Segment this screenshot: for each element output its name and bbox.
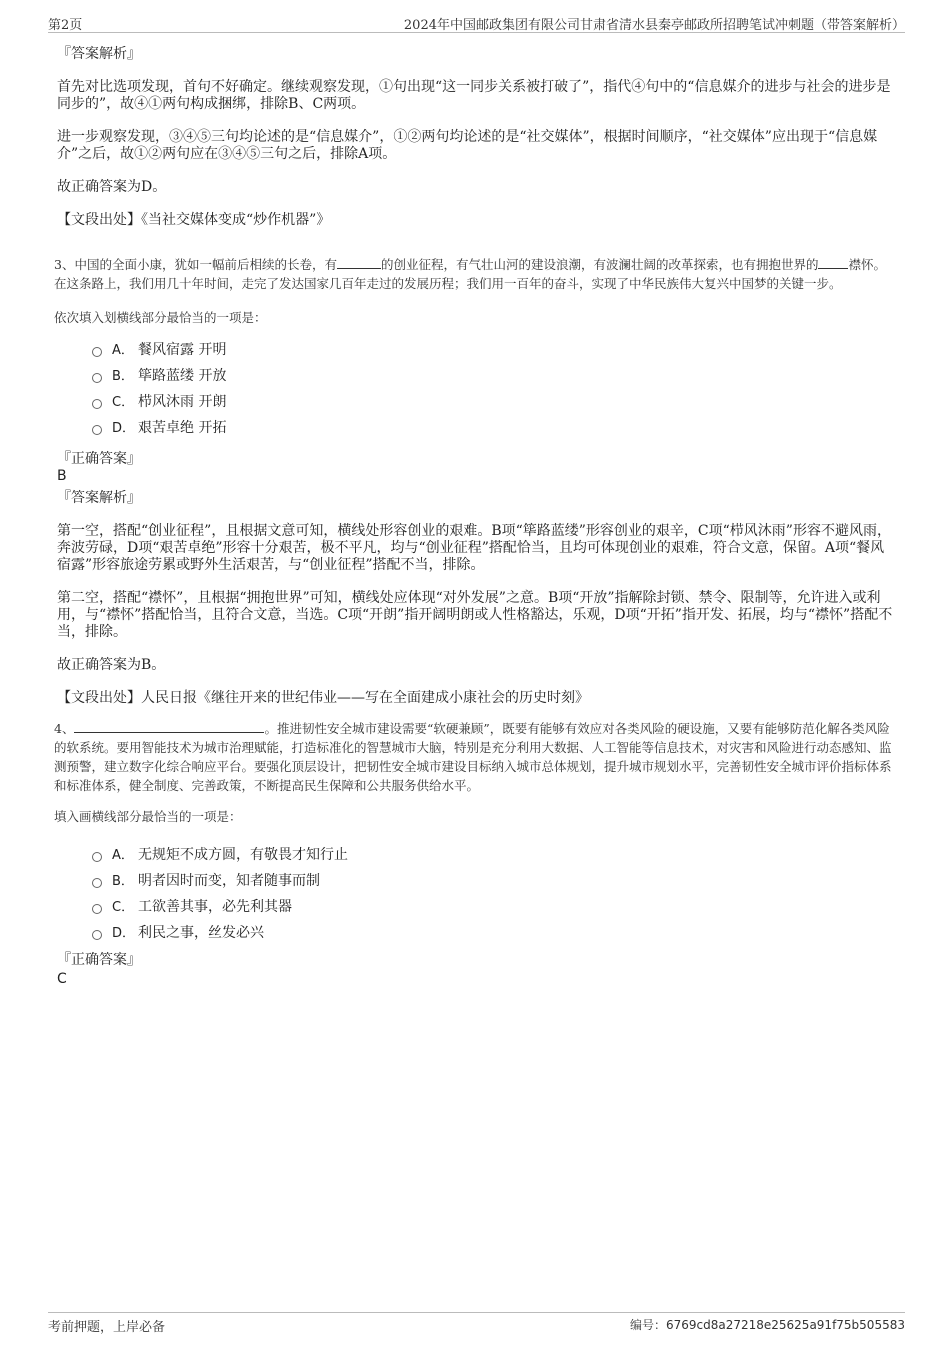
correct-answer: B [57, 468, 67, 484]
radio-icon[interactable] [92, 904, 102, 914]
analysis-label: 『答案解析』 [57, 46, 141, 62]
option-list [92, 337, 895, 441]
page-number: 第2页 [48, 18, 83, 33]
question-stem: 4、 。推进韧性安全城市建设需要“软硬兼顾”，既要有能够有效应对各类风险的硬设施，又要有能够防范化解各类风险的软系统。要用智能技术为城市治理赋能，打造标准化的智慧城市大脑，特别是充分利用大数据、人工智能等信息技术，对灾害和风险进行动态感知、监测预警，建立数字化综合响应平台。要强化顶层设计，把韧性安全城市建设目标纳入城市总体规划，提升城市规划水平，完善韧性安全城市评价指标体系和标准体系，健全制度、完善政策，不断提高民生保障和公共服务供给水平。 [54, 721, 892, 793]
option-a[interactable]: A． 餐风宿露 开明 [92, 337, 895, 363]
analysis-conclusion: 故正确答案为B。 [57, 657, 166, 673]
question-prompt: 依次填入划横线部分最恰当的一项是： [54, 310, 267, 325]
page-content [54, 46, 895, 988]
option-c[interactable]: C． 工欲善其事，必先利其器 [92, 894, 895, 920]
question-3 [54, 255, 895, 441]
analysis-conclusion: 故正确答案为D。 [57, 179, 167, 195]
radio-icon[interactable] [92, 399, 102, 409]
option-d[interactable]: D． 艰苦卓绝 开拓 [92, 415, 895, 441]
document-title: 2024年中国邮政集团有限公司甘肃省清水县秦亭邮政所招聘笔试冲刺题（带答案解析） [403, 18, 905, 33]
option-c[interactable]: C． 栉风沐雨 开朗 [92, 389, 895, 415]
analysis-paragraph: 第二空，搭配“襟怀”，且根据“拥抱世界”可知，横线处应体现“对外发展”之意。B项“开放”指解除封锁、禁令、限制等，允许进入或利用，与“襟怀”搭配恰当，且符合文意，当选。C项“开朗”指开阔明朗或人性格豁达，乐观，D项“开拓”指开发、拓展，均与“襟怀”搭配不当，排除。 [57, 590, 893, 640]
radio-icon[interactable] [92, 425, 102, 435]
answer-blank [337, 256, 381, 269]
correct-answer: C [57, 971, 67, 987]
option-b[interactable]: B． 筚路蓝缕 开放 [92, 363, 895, 389]
analysis-paragraph: 进一步观察发现，③④⑤三句均论述的是“信息媒介”，①②两句均论述的是“社交媒体”，根据时间顺序，“社交媒体”应出现于“信息媒介”之后，故①②两句应在③④⑤三句之后，排除A项。 [57, 129, 878, 162]
source-citation: 【文段出处】人民日报《继往开来的世纪伟业——写在全面建成小康社会的历史时刻》 [57, 690, 589, 706]
question-prompt: 填入画横线部分最恰当的一项是： [54, 809, 242, 824]
page-footer [48, 1312, 905, 1335]
correct-answer-label: 『正确答案』 [57, 952, 141, 968]
page-header [48, 14, 905, 33]
answer-blank [74, 720, 264, 733]
question-stem: 3、中国的全面小康，犹如一幅前后相续的长卷，有 的创业征程，有气壮山河的建设浪潮，有波澜壮阔的改革探索，也有拥抱世界的 襟怀。在这条路上，我们用几十年时间，走完了发达国家几百年走过的发展历程；我们用一百年的奋斗，实现了中华民族伟大复兴中国梦的关键一步。 [54, 257, 886, 291]
option-d[interactable]: D． 利民之事，丝发必兴 [92, 920, 895, 946]
correct-answer-label: 『正确答案』 [57, 451, 141, 467]
radio-icon[interactable] [92, 373, 102, 383]
question-4 [54, 719, 895, 946]
footer-slogan: 考前押题，上岸必备 [48, 1320, 166, 1335]
radio-icon[interactable] [92, 930, 102, 940]
analysis-paragraph: 首先对比选项发现，首句不好确定。继续观察发现，①句出现“这一同步关系被打破了”，指代④句中的“信息媒介的进步与社会的进步是同步的”，故④①两句构成捆绑，排除B、C两项。 [57, 79, 891, 112]
option-a[interactable]: A． 无规矩不成方圆，有敬畏才知行止 [92, 842, 895, 868]
option-list [92, 842, 895, 946]
radio-icon[interactable] [92, 878, 102, 888]
document-code: 编号：6769cd8a27218e25625a91f75b505583 [629, 1318, 905, 1332]
radio-icon[interactable] [92, 347, 102, 357]
radio-icon[interactable] [92, 852, 102, 862]
analysis-paragraph: 第一空，搭配“创业征程”，且根据文意可知，横线处形容创业的艰难。B项“筚路蓝缕”形容创业的艰辛，C项“栉风沐雨”形容不避风雨，奔波劳碌，D项“艰苦卓绝”形容十分艰苦，极不平凡，均与“创业征程”搭配恰当，且均可体现创业的艰难，符合文意，保留。A项“餐风宿露”形容旅途劳累或野外生活艰苦，与“创业征程”搭配不当，排除。 [57, 523, 891, 573]
option-b[interactable]: B． 明者因时而变，知者随事而制 [92, 868, 895, 894]
analysis-label: 『答案解析』 [57, 490, 141, 506]
source-citation: 【文段出处】《当社交媒体变成“炒作机器”》 [57, 212, 331, 228]
answer-blank [818, 256, 848, 269]
